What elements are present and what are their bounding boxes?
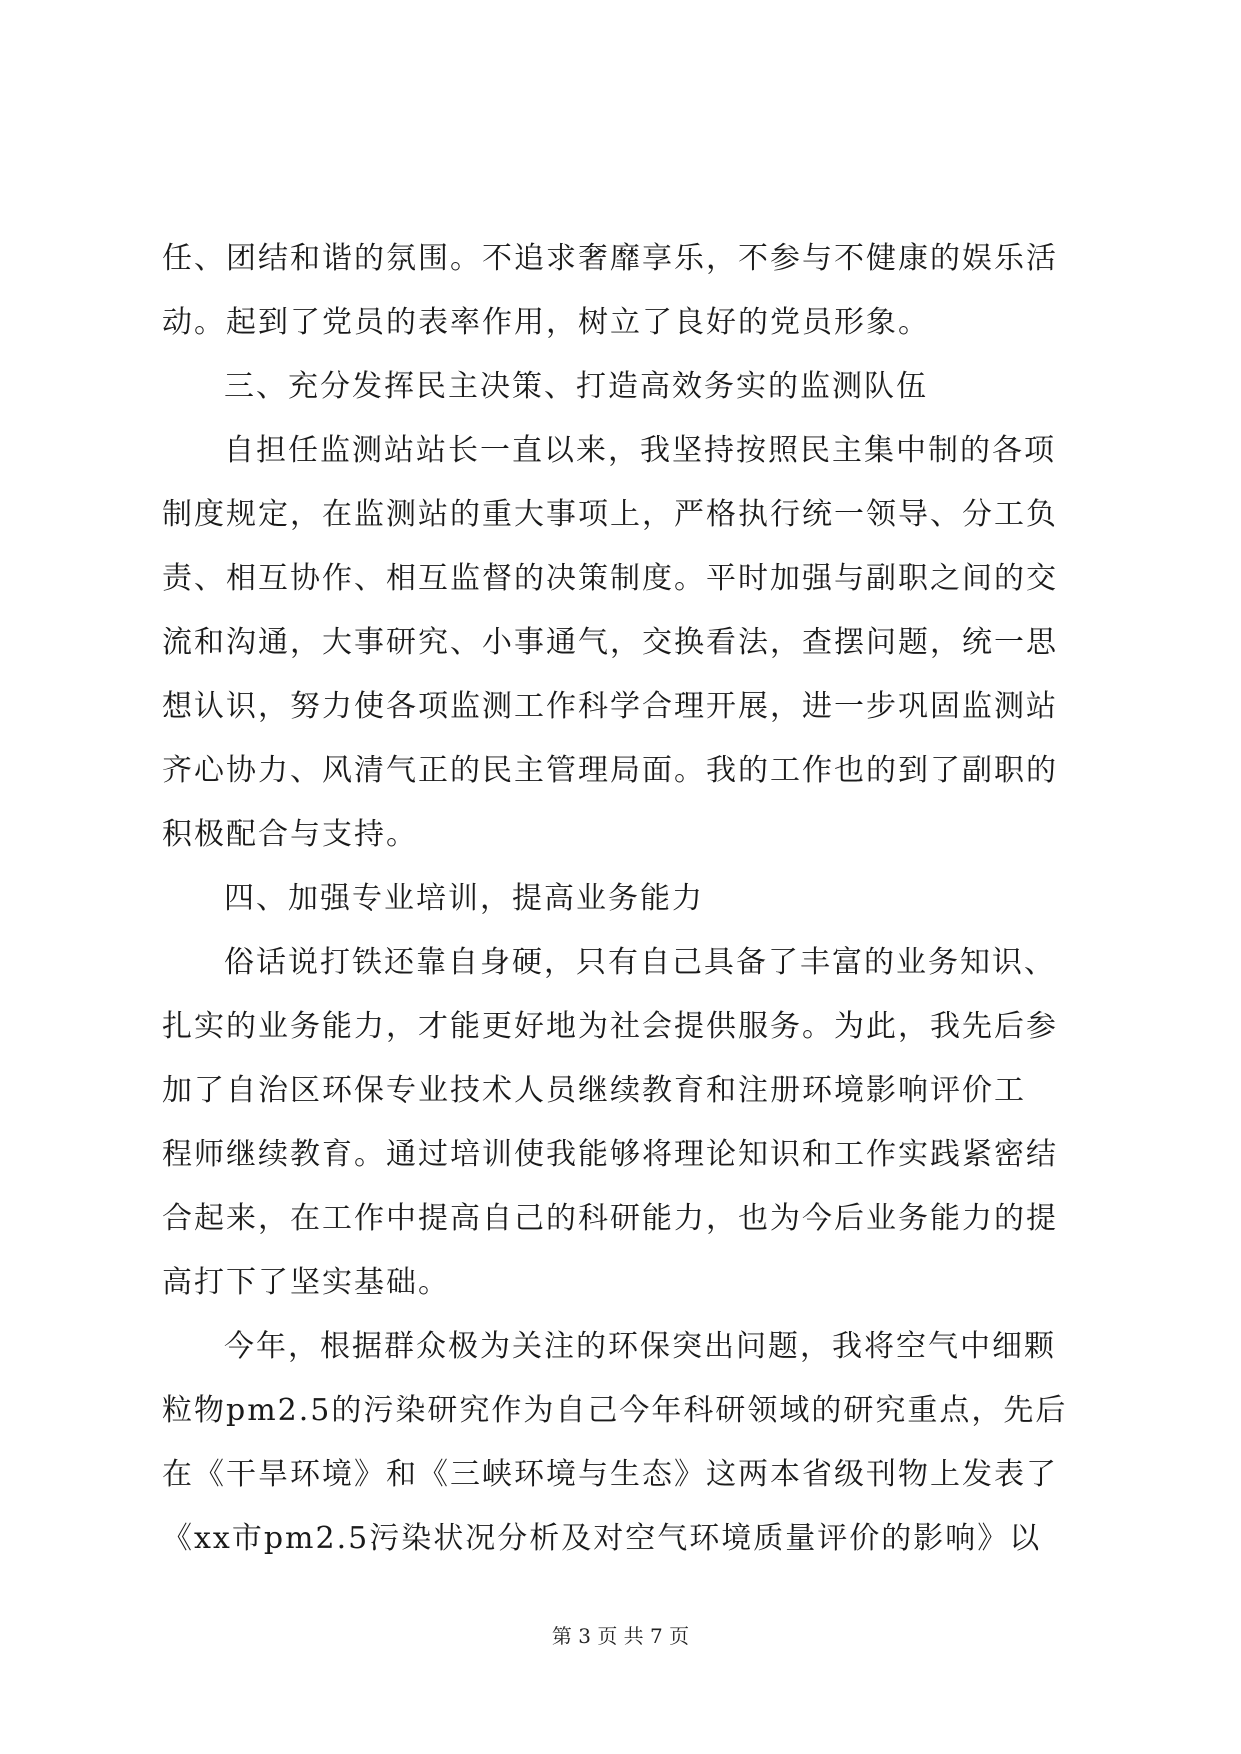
text-line: 粒物pm2.5的污染研究作为自己今年科研领域的研究重点，先后 [162,1393,1068,1428]
text-line: 在《干旱环境》和《三峡环境与生态》这两本省级刊物上发表了 [162,1457,1058,1492]
text-line: 程师继续教育。通过培训使我能够将理论知识和工作实践紧密结 [162,1137,1058,1172]
text-line: 想认识，努力使各项监测工作科学合理开展，进一步巩固监测站 [162,689,1058,724]
text-line: 齐心协力、风清气正的民主管理局面。我的工作也的到了副职的 [162,753,1058,788]
page-footer [0,1622,1241,1650]
text-line: 加了自治区环保专业技术人员继续教育和注册环境影响评价工 [162,1073,1026,1108]
text-line: 合起来，在工作中提高自己的科研能力，也为今后业务能力的提 [162,1201,1058,1236]
text-line: 自担任监测站站长一直以来，我坚持按照民主集中制的各项 [224,433,1056,468]
body-text [162,227,1092,1571]
text-line: 俗话说打铁还靠自身硬，只有自己具备了丰富的业务知识、 [224,945,1056,980]
section-heading-4: 四、加强专业培训，提高业务能力 [224,881,704,916]
text-line: 扎实的业务能力，才能更好地为社会提供服务。为此，我先后参 [162,1009,1058,1044]
text-line: 《xx市pm2.5污染状况分析及对空气环境质量评价的影响》以 [162,1521,1042,1556]
text-line: 高打下了坚实基础。 [162,1265,450,1300]
page-number-label: 第 3 页 共 7 页 [551,1624,690,1648]
text-line: 制度规定，在监测站的重大事项上，严格执行统一领导、分工负 [162,497,1058,532]
section-heading-3: 三、充分发挥民主决策、打造高效务实的监测队伍 [224,369,928,404]
text-line: 流和沟通，大事研究、小事通气，交换看法，查摆问题，统一思 [162,625,1058,660]
text-line: 积极配合与支持。 [162,817,418,852]
text-line: 责、相互协作、相互监督的决策制度。平时加强与副职之间的交 [162,561,1058,596]
text-line: 任、团结和谐的氛围。不追求奢靡享乐，不参与不健康的娱乐活 [162,241,1058,276]
text-line: 今年，根据群众极为关注的环保突出问题，我将空气中细颗 [224,1329,1056,1364]
text-line: 动。起到了党员的表率作用，树立了良好的党员形象。 [162,305,930,340]
